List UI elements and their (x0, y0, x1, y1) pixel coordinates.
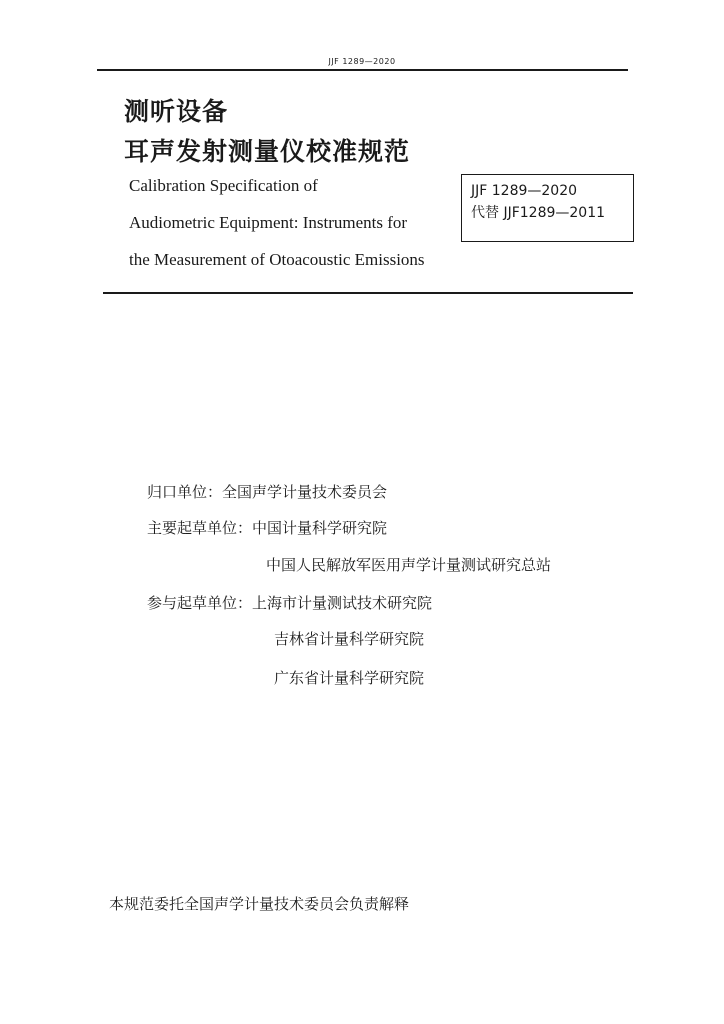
participating-unit-2: 吉林省计量科学研究院 (274, 630, 425, 648)
main-drafting-unit-2: 中国人民解放军医用声学计量测试研究总站 (266, 556, 552, 574)
participating-unit-3: 广东省计量科学研究院 (274, 669, 425, 687)
middle-divider (103, 292, 633, 294)
participating-unit: 参与起草单位：上海市计量测试技术研究院 (147, 594, 433, 612)
responsible-unit: 归口单位：全国声学计量技术委员会 (147, 483, 388, 501)
replaces-code: 代替 JJF1289—2011 (471, 205, 606, 221)
english-title-line-2: Audiometric Equipment: Instruments for (129, 213, 408, 232)
top-divider (97, 69, 628, 71)
english-title-line-1: Calibration Specification of (129, 176, 318, 195)
title-line-1: 测听设备 (124, 97, 229, 126)
header-document-code: JJF 1289—2020 (328, 57, 396, 66)
title-line-2: 耳声发射测量仪校准规范 (124, 137, 411, 166)
english-title-line-3: the Measurement of Otoacoustic Emissions (129, 250, 425, 269)
main-drafting-unit: 主要起草单位：中国计量科学研究院 (147, 519, 388, 537)
document-code: JJF 1289—2020 (471, 183, 578, 199)
document-code-box (461, 174, 634, 242)
interpretation-note: 本规范委托全国声学计量技术委员会负责解释 (109, 895, 410, 913)
